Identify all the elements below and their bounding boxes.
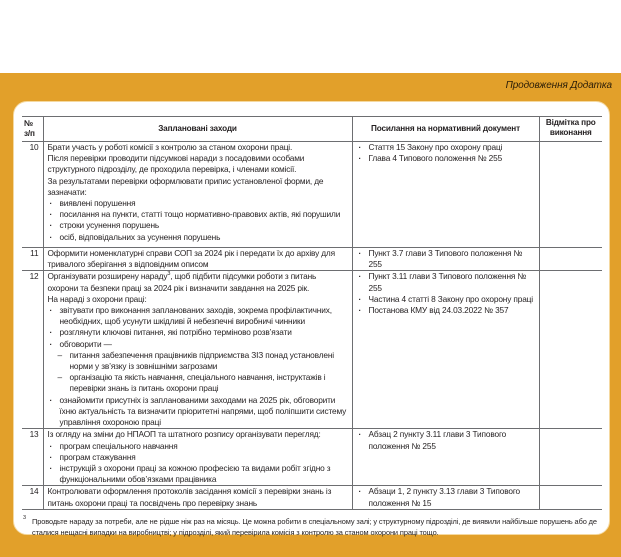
column-header-measures: Заплановані заходи: [43, 117, 352, 142]
reference-item: · Глава 4 Типового положення № 255: [357, 153, 535, 164]
reference-item: · Частина 4 статті 8 Закону про охорону праці: [357, 294, 535, 305]
measure-bullet: · програм спеціального навчання: [48, 441, 348, 452]
row-number: 13: [22, 429, 43, 486]
reference-item: · Стаття 15 Закону про охорону праці: [357, 142, 535, 153]
row-done-mark[interactable]: [539, 271, 602, 429]
row-measures: [43, 271, 352, 429]
measure-text: Брати участь у роботі комісії з контролю за станом охорони праці.: [47, 142, 293, 152]
column-header-reference: Посилання на нормативний документ: [352, 117, 539, 142]
measure-text: Оформити номенклатурні справи СОП за 2024 рік і передати їх до архіву для тривалого зберігання з відповідним описом: [47, 248, 335, 270]
column-header-done-line1: Відмітка про: [545, 118, 596, 127]
table-row: [22, 486, 602, 509]
measure-bullet: · обговорити —: [48, 339, 348, 350]
row-number: 14: [22, 486, 43, 509]
row-measures: [43, 486, 352, 509]
measure-bullet: · розглянути ключові питання, які потрібно терміново розв’язати: [48, 327, 348, 338]
row-references: [352, 142, 539, 248]
reference-item: · Абзац 2 пункту 3.11 глави 3 Типового положення № 255: [357, 429, 535, 451]
footnote-mark: 3: [23, 515, 26, 521]
row-measures: [43, 248, 352, 271]
row-references: [352, 486, 539, 509]
table-header-row: [22, 117, 602, 142]
column-header-done-line2: виконання: [549, 128, 592, 137]
measure-subitem: – питання забезпечення працівників підприємства ЗІЗ понад установлені норми у зв’язку із зовнішніми загрозами: [48, 350, 348, 372]
measure-bullet: · ознайомити присутніх із запланованими заходами на 2025 рік, обговорити їхню актуальність та визначити пріоритетні напрями, щоб поліпшити систему управління охороною праці: [48, 395, 348, 429]
row-measures: [43, 142, 352, 248]
measure-text: За результатами перевірки оформлювати припис установленої форми, де зазначати:: [47, 175, 324, 197]
table-row: [22, 429, 602, 486]
row-number: 12: [22, 271, 43, 429]
measure-subitem: – організацію та якість навчання, спеціального навчання, інструктажів і перевірки знань із питань охорони праці: [48, 372, 348, 394]
row-done-mark[interactable]: [539, 248, 602, 271]
footnote-reference[interactable]: 3: [167, 271, 171, 278]
row-references: [352, 248, 539, 271]
column-header-done: [539, 117, 602, 142]
row-references: [352, 429, 539, 486]
measure-bullet: · виявлені порушення: [48, 198, 348, 209]
measure-bullet: · інструкцій з охорони праці за кожною професією та видами робіт згідно з функціональними обов’язками працівника: [48, 463, 348, 485]
measure-lead: Із огляду на зміни до НПАОП та штатного розпису організувати перегляд:: [47, 429, 321, 440]
column-header-number-line1: №: [24, 119, 33, 128]
measure-text: [48, 271, 348, 293]
reference-item: · Пункт 3.11 глави 3 Типового положення № 255: [357, 271, 535, 293]
table-row: [22, 271, 602, 429]
column-header-number: [22, 117, 43, 142]
measure-intro: Організувати розширену нараду: [47, 271, 168, 282]
measure-intro-rest: , щоб підбити підсумки роботи з питань охорони та безпеки праці за 2024 рік і визначити завдання на 2025 рік.: [47, 271, 317, 293]
reference-item: · Абзаци 1, 2 пункту 3.13 глави 3 Типового положення № 15: [357, 486, 535, 508]
measure-bullet: · строки усунення порушень: [48, 220, 348, 231]
table-row: [22, 248, 602, 271]
reference-item: · Постанова КМУ від 24.03.2022 № 357: [357, 305, 535, 316]
footnote-text: Проводьте нараду за потреби, але не рідше ніж раз на місяць. Це можна робити в спеціальному залі; у структурному підрозділі, де виявили найбільше порушень або де сталися нещасні випадки на виробництві; у підрозділі, який перевірила комісія з контролю за станом охорони праці тощо.: [32, 517, 597, 537]
footnote: [23, 515, 602, 538]
measure-bullet: · осіб, відповідальних за усунення порушень: [48, 232, 348, 243]
measure-text: Контролювати оформлення протоколів засідання комісії з перевірки знань із питань охорони праці та посвідчень про перевірку знань: [47, 486, 332, 508]
row-number: 11: [22, 248, 43, 271]
page-top-margin: [0, 0, 621, 73]
row-measures: [43, 429, 352, 486]
row-done-mark[interactable]: [539, 429, 602, 486]
measure-lead: На нараді з охорони праці:: [47, 293, 147, 304]
column-header-number-line2: з/п: [24, 129, 35, 138]
measure-text: Після перевірки проводити підсумкові наради з посадовими особами структурного підрозділу, де проходила перевірка, і членами комісії.: [47, 153, 305, 175]
row-number: 10: [22, 142, 43, 248]
reference-item: · Пункт 3.7 глави 3 Типового положення № 255: [357, 248, 535, 270]
measure-bullet: · посилання на пункти, статті тощо нормативно-правових актів, які порушили: [48, 209, 348, 220]
row-done-mark[interactable]: [539, 142, 602, 248]
measure-bullet: · програм стажування: [48, 452, 348, 463]
row-references: [352, 271, 539, 429]
row-done-mark[interactable]: [539, 486, 602, 509]
measures-table: [22, 116, 602, 510]
measure-bullet: · звітувати про виконання запланованих заходів, зокрема профілактичних, необхідних, щоб усунути шкідливі й небезпечні виробничі чинники: [48, 305, 348, 327]
continuation-title: Продовження Додатка: [505, 80, 612, 91]
table-row: [22, 142, 602, 248]
